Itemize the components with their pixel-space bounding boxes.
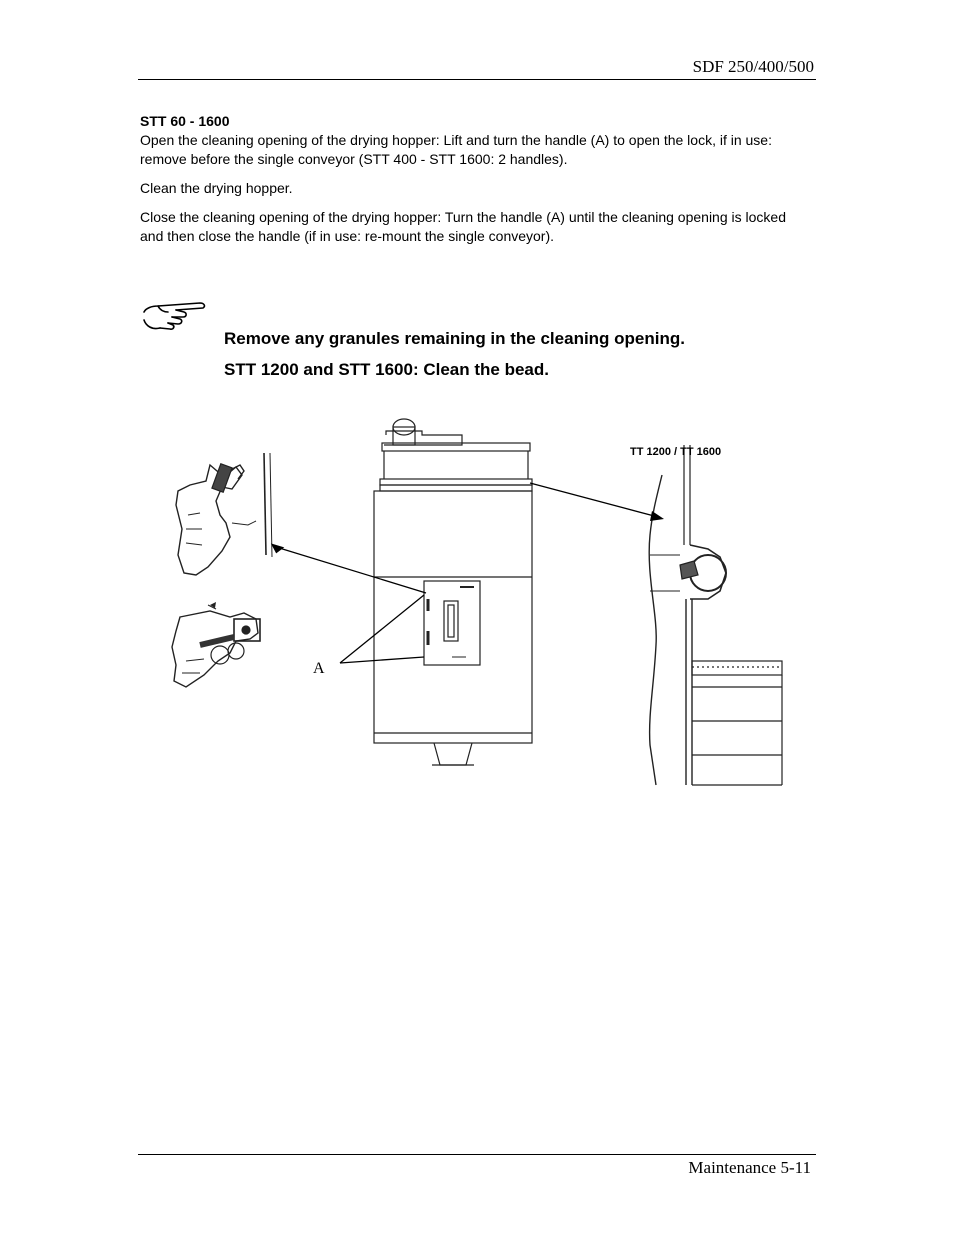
hand-lifting-handle-illustration <box>176 453 272 575</box>
section-heading: STT 60 - 1600 <box>140 113 230 129</box>
header-rule <box>138 79 816 80</box>
bead-detail-drawing <box>649 445 782 785</box>
paragraph-close-opening: Close the cleaning opening of the drying hopper: Turn the handle (A) until the cleaning opening is locked and then close the handle (if in use: re-mount the single conveyor). <box>140 209 786 244</box>
paragraph-clean-hopper: Clean the drying hopper. <box>140 180 293 196</box>
drying-hopper-drawing <box>374 419 532 765</box>
note-line-granules: Remove any granules remaining in the cleaning opening. <box>224 329 685 348</box>
hand-turning-handle-illustration <box>172 602 260 687</box>
drying-hopper-figure <box>160 405 800 795</box>
paragraph-open-opening: Open the cleaning opening of the drying hopper: Lift and turn the handle (A) to open the lock, if in use: remove before the single conveyor (STT 400 - STT 1600: 2 handles). <box>140 132 772 167</box>
detail-caption: TT 1200 / TT 1600 <box>630 446 722 458</box>
note-line-bead: STT 1200 and STT 1600: Clean the bead. <box>224 360 549 379</box>
pointing-hand-icon <box>142 300 208 334</box>
handle-label-a: A <box>313 660 325 677</box>
section-body <box>140 112 810 256</box>
figure-arrows <box>276 483 658 663</box>
page-footer: Maintenance 5-11 <box>688 1158 811 1177</box>
footer-rule <box>138 1154 816 1155</box>
page-header-title: SDF 250/400/500 <box>692 57 814 76</box>
